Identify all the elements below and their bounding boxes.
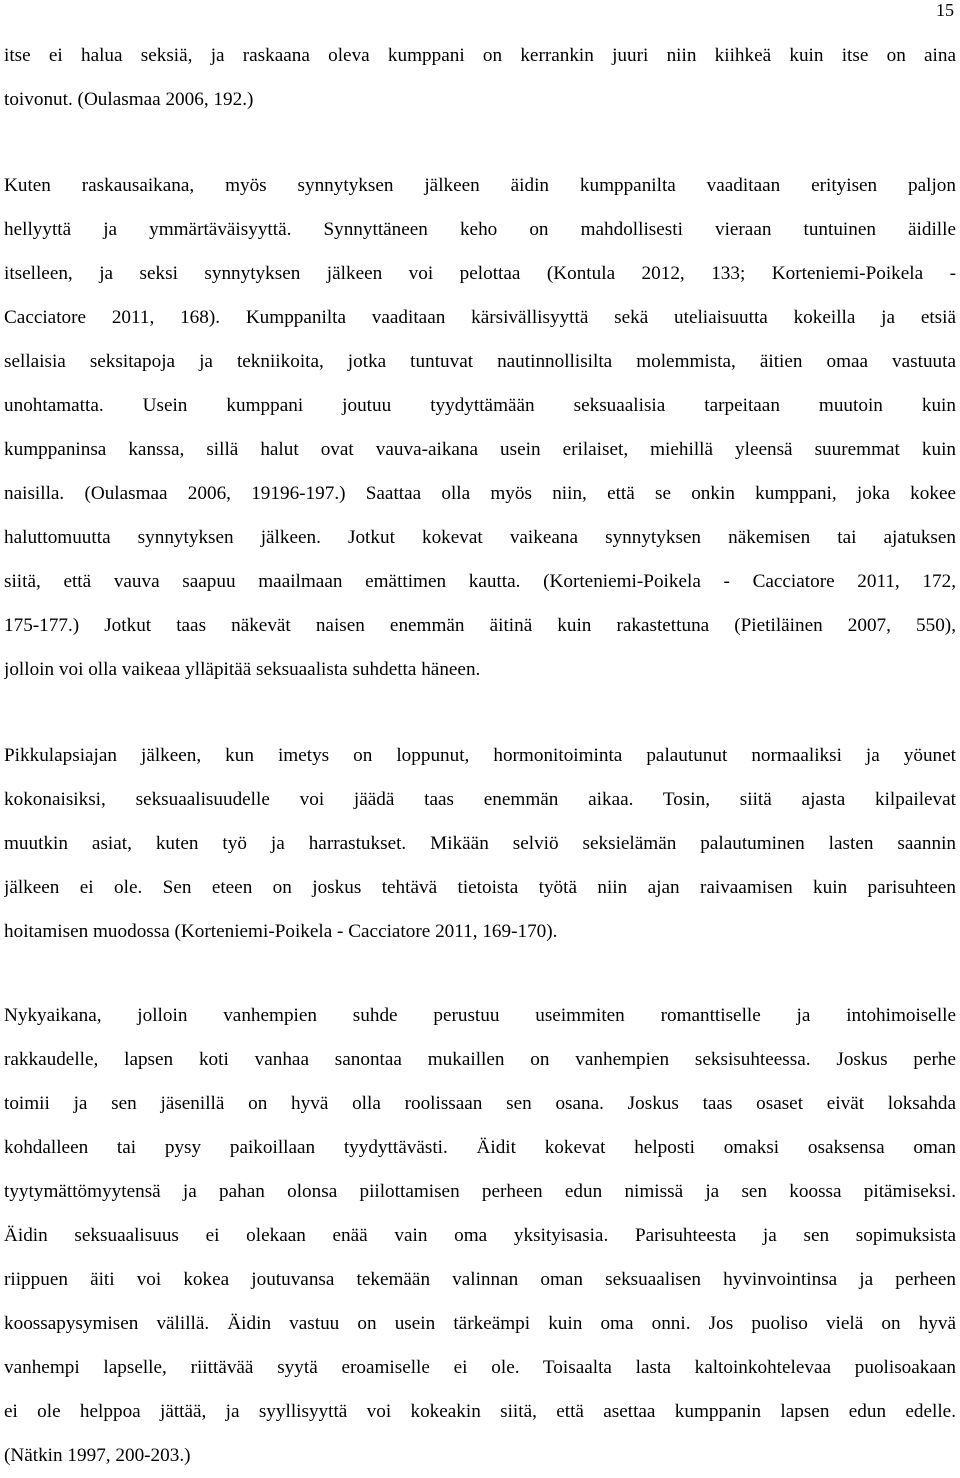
- text-line: hellyyttä ja ymmärtäväisyyttä. Synnyttäneen keho on mahdollisesti vieraan tuntuinen äidille: [4, 219, 956, 240]
- text-line: (Nätkin 1997, 200-203.): [4, 1445, 191, 1466]
- text-line: Äidin seksuaalisuus ei olekaan enää vain oma yksityisasia. Parisuhteesta ja sen sopimuksista: [4, 1225, 956, 1246]
- text-line: Nykyaikana, jolloin vanhempien suhde perustuu useimmiten romanttiselle ja intohimoiselle: [4, 1005, 956, 1026]
- text-line: 175-177.) Jotkut taas näkevät naisen enemmän äitinä kuin rakastettuna (Pietiläinen 2007, 550),: [4, 615, 956, 636]
- text-line: siitä, että vauva saapuu maailmaan emättimen kautta. (Korteniemi-Poikela - Cacciatore 2011, 172,: [4, 571, 956, 592]
- text-line: ei ole helppoa jättää, ja syyllisyyttä voi kokeakin siitä, että asettaa kumppanin lapsen edun edelle.: [4, 1401, 956, 1422]
- paragraph-2: [4, 164, 956, 692]
- text-line: muutkin asiat, kuten työ ja harrastukset. Mikään selviö seksielämän palautuminen lasten saannin: [4, 833, 956, 854]
- text-line: toimii ja sen jäsenillä on hyvä olla roolissaan sen osana. Joskus taas osaset eivät loksahda: [4, 1093, 956, 1114]
- text-line: itse ei halua seksiä, ja raskaana oleva kumppani on kerrankin juuri niin kiihkeä kuin itse on aina: [4, 45, 956, 66]
- text-line: sellaisia seksitapoja ja tekniikoita, jotka tuntuvat nautinnollisilta molemmista, äitien omaa vastuuta: [4, 351, 956, 372]
- text-line: jälkeen ei ole. Sen eteen on joskus tehtävä tietoista työtä niin ajan raivaamisen kuin parisuhteen: [4, 877, 956, 898]
- page-number: 15: [936, 0, 954, 20]
- text-line: Cacciatore 2011, 168). Kumppanilta vaaditaan kärsivällisyyttä sekä uteliaisuutta kokeilla ja etsiä: [4, 307, 956, 328]
- text-line: naisilla. (Oulasmaa 2006, 19196-197.) Saattaa olla myös niin, että se onkin kumppani, joka kokee: [4, 483, 956, 504]
- text-line: vanhempi lapselle, riittävää syytä eroamiselle ei ole. Toisaalta lasta kaltoinkohtelevaa puolisoakaan: [4, 1357, 956, 1378]
- text-line: koossapysymisen välillä. Äidin vastuu on usein tärkeämpi kuin oma onni. Jos puoliso vielä on hyvä: [4, 1313, 956, 1334]
- text-line: Pikkulapsiajan jälkeen, kun imetys on loppunut, hormonitoiminta palautunut normaaliksi ja yöunet: [4, 745, 956, 766]
- paragraph-4: [4, 994, 956, 1478]
- text-line: jolloin voi olla vaikeaa ylläpitää seksuaalista suhdetta häneen.: [4, 659, 481, 680]
- text-line: kumppaninsa kanssa, sillä halut ovat vauva-aikana usein erilaiset, miehillä yleensä suuremmat kuin: [4, 439, 956, 460]
- text-line: haluttomuutta synnytyksen jälkeen. Jotkut kokevat vaikeana synnytyksen näkemisen tai ajatuksen: [4, 527, 956, 548]
- text-line: kohdalleen tai pysy paikoillaan tyydyttävästi. Äidit kokevat helposti omaksi osaksensa oman: [4, 1137, 956, 1158]
- text-line: itselleen, ja seksi synnytyksen jälkeen voi pelottaa (Kontula 2012, 133; Korteniemi-Poikela -: [4, 263, 956, 284]
- text-line: rakkaudelle, lapsen koti vanhaa sanontaa mukaillen on vanhempien seksisuhteessa. Joskus perhe: [4, 1049, 956, 1070]
- text-line: tyytymättömyytensä ja pahan olonsa piilottamisen perheen edun nimissä ja sen koossa pitämiseksi.: [4, 1181, 956, 1202]
- text-line: unohtamatta. Usein kumppani joutuu tyydyttämään seksuaalisia tarpeitaan muutoin kuin: [4, 395, 956, 416]
- text-line: hoitamisen muodossa (Korteniemi-Poikela - Cacciatore 2011, 169-170).: [4, 921, 558, 942]
- text-line: kokonaisiksi, seksuaalisuudelle voi jäädä taas enemmän aikaa. Tosin, siitä ajasta kilpailevat: [4, 789, 956, 810]
- text-line: toivonut. (Oulasmaa 2006, 192.): [4, 89, 254, 110]
- text-line: Kuten raskausaikana, myös synnytyksen jälkeen äidin kumppanilta vaaditaan erityisen paljon: [4, 175, 956, 196]
- text-line: riippuen äiti voi kokea joutuvansa tekemään valinnan oman seksuaalisen hyvinvointinsa ja perheen: [4, 1269, 956, 1290]
- paragraph-3: [4, 734, 956, 954]
- paragraph-1: [4, 34, 956, 122]
